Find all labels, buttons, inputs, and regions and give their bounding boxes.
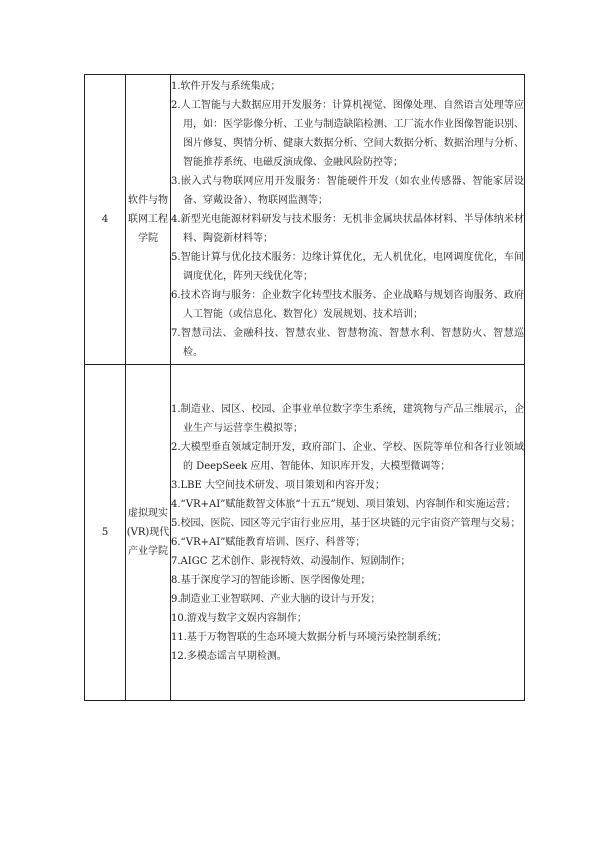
department-name: 虚拟现实(VR)现代产业学院 (126, 365, 171, 701)
service-item: 2.大模型垂直领域定制开发，政府部门、企业、学校、医院等单位和各行业领域的 DeepSeek 应用、智能体、知识库开发，大模型微调等； (171, 441, 524, 472)
service-item: 3.LBE 大空间技术研发、项目策划和内容开发； (171, 479, 386, 491)
row-index: 4 (85, 75, 126, 365)
service-item: 6.“VR+AI”赋能教育培训、医疗、科普等； (171, 536, 366, 548)
service-item: 7.智慧司法、金融科技、智慧农业、智慧物流、智慧水利、智慧防火、智慧巡检。 (171, 328, 524, 358)
service-item: 3.嵌入式与物联网应用开发服务：智能硬件开发（如农业传感器、智能家居设备、穿戴设备）、物联网监测等； (171, 176, 524, 206)
department-name: 软件与物联网工程学院 (126, 75, 171, 365)
service-item: 9.制造业工业智联网、产业大脑的设计与开发； (171, 593, 381, 605)
table-row (85, 365, 525, 701)
table-row (85, 75, 525, 365)
service-item: 2.人工智能与大数据应用开发服务：计算机视觉、图像处理、自然语言处理等应用，如：医学影像分析、工业与制造缺陷检测、工厂流水作业图像智能识别、图片修复、舆情分析、健康大数据分析、空间大数据分析、数据治理与分析、智能推荐系统、电磁反演成像、金融风险防控等； (171, 100, 524, 168)
service-item: 5.校园、医院、园区等元宇宙行业应用，基于区块链的元宇宙资产管理与交易； (171, 517, 521, 529)
service-list (171, 75, 525, 365)
row-index: 5 (85, 365, 126, 701)
services-table (84, 74, 525, 701)
service-item: 4.新型光电能源材料研发与技术服务：无机非金属块状晶体材料、半导体纳米材料、陶瓷新材料等； (171, 214, 524, 244)
service-item: 1.制造业、园区、校园、企事业单位数字孪生系统，建筑物与产品三维展示，企业生产与运营孪生模拟等； (171, 403, 524, 434)
service-item: 4.“VR+AI”赋能数智文体旅“十五五”规划、项目策划、内容制作和实施运营； (171, 498, 516, 510)
service-item: 12.多模态谣言早期检测。 (171, 650, 287, 662)
service-item: 5.智能计算与优化技术服务：边缘计算优化，无人机优化，电网调度优化，车间调度优化，阵列天线优化等； (171, 252, 524, 282)
service-item: 7.AIGC 艺术创作、影视特效、动漫制作、短剧制作； (171, 555, 411, 567)
service-item: 6.技术咨询与服务：企业数字化转型技术服务、企业战略与规划咨询服务、政府人工智能（或信息化、数智化）发展规划、技术培训； (171, 290, 524, 320)
service-item: 1.软件开发与系统集成； (171, 81, 281, 92)
service-item: 11.基于万物智联的生态环境大数据分析与环境污染控制系统； (171, 631, 447, 643)
service-item: 10.游戏与数字文娱内容制作； (171, 612, 307, 624)
service-item: 8.基于深度学习的智能诊断、医学图像处理； (171, 574, 371, 586)
service-list (171, 365, 525, 701)
